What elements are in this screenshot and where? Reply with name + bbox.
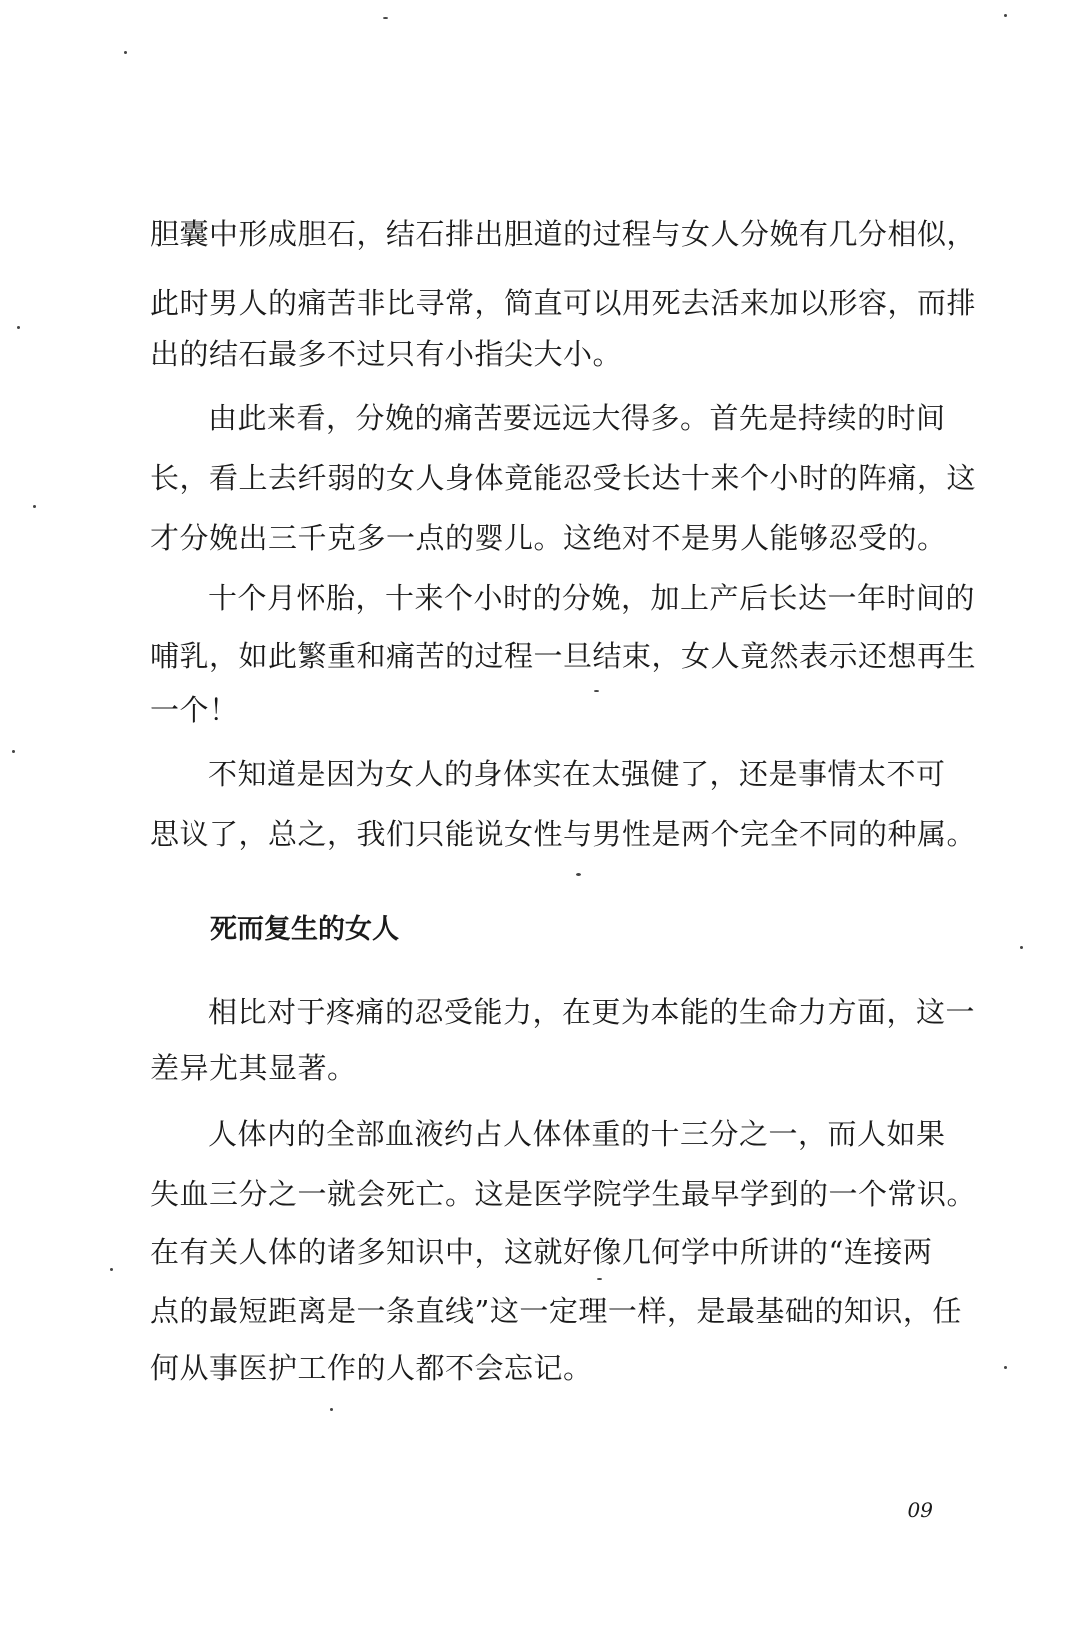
- paragraph-3-line-2: 哺乳，如此繁重和痛苦的过程一旦结束，女人竟然表示还想再生: [150, 639, 977, 673]
- scan-speck: [597, 1278, 602, 1280]
- section-paragraph-1-line-2: 差异尤其显著。: [150, 1051, 357, 1085]
- paragraph-4-line-2: 思议了，总之，我们只能说女性与男性是两个完全不同的种属。: [150, 817, 977, 851]
- section-paragraph-2-line-5: 何从事医护工作的人都不会忘记。: [150, 1351, 593, 1385]
- section-paragraph-2-line-2: 失血三分之一就会死亡。这是医学院学生最早学到的一个常识。: [150, 1177, 977, 1211]
- paragraph-2-line-2: 长，看上去纤弱的女人身体竟能忍受长达十来个小时的阵痛，这: [150, 461, 977, 495]
- scan-speck: [124, 51, 127, 54]
- paragraph-1-line-2: 此时男人的痛苦非比寻常，简直可以用死去活来加以形容，而排: [150, 286, 977, 320]
- section-paragraph-2-line-1: 人体内的全部血液约占人体体重的十三分之一，而人如果: [208, 1117, 946, 1151]
- page-number: 09: [907, 1498, 933, 1522]
- section-paragraph-2-line-4: 点的最短距离是一条直线”这一定理一样，是最基础的知识，任: [150, 1294, 962, 1328]
- scan-speck: [110, 1268, 113, 1271]
- scan-speck: [1004, 14, 1007, 17]
- paragraph-1-line-1: 胆囊中形成胆石，结石排出胆道的过程与女人分娩有几分相似，: [150, 217, 977, 251]
- scan-speck: [594, 690, 599, 692]
- scan-speck: [1004, 1366, 1007, 1369]
- paragraph-1-line-3: 出的结石最多不过只有小指尖大小。: [150, 337, 623, 371]
- section-paragraph-1-line-1: 相比对于疼痛的忍受能力，在更为本能的生命力方面，这一: [208, 995, 976, 1029]
- paragraph-3-line-3: 一个！: [150, 693, 239, 727]
- scan-speck: [33, 505, 36, 508]
- scan-speck: [576, 873, 581, 876]
- scan-speck: [1020, 946, 1023, 949]
- paragraph-2-line-3: 才分娩出三千克多一点的婴儿。这绝对不是男人能够忍受的。: [150, 521, 947, 555]
- scan-speck: [17, 326, 20, 329]
- section-paragraph-2-line-3: 在有关人体的诸多知识中，这就好像几何学中所讲的“连接两: [150, 1235, 933, 1269]
- section-heading: 死而复生的女人: [210, 914, 399, 945]
- scan-speck: [383, 17, 388, 19]
- scan-speck: [12, 750, 15, 753]
- paragraph-2-line-1: 由此来看，分娩的痛苦要远远大得多。首先是持续的时间: [208, 401, 946, 435]
- scan-speck: [330, 1408, 333, 1411]
- paragraph-3-line-1: 十个月怀胎，十来个小时的分娩，加上产后长达一年时间的: [208, 581, 976, 615]
- paragraph-4-line-1: 不知道是因为女人的身体实在太强健了，还是事情太不可: [208, 757, 946, 791]
